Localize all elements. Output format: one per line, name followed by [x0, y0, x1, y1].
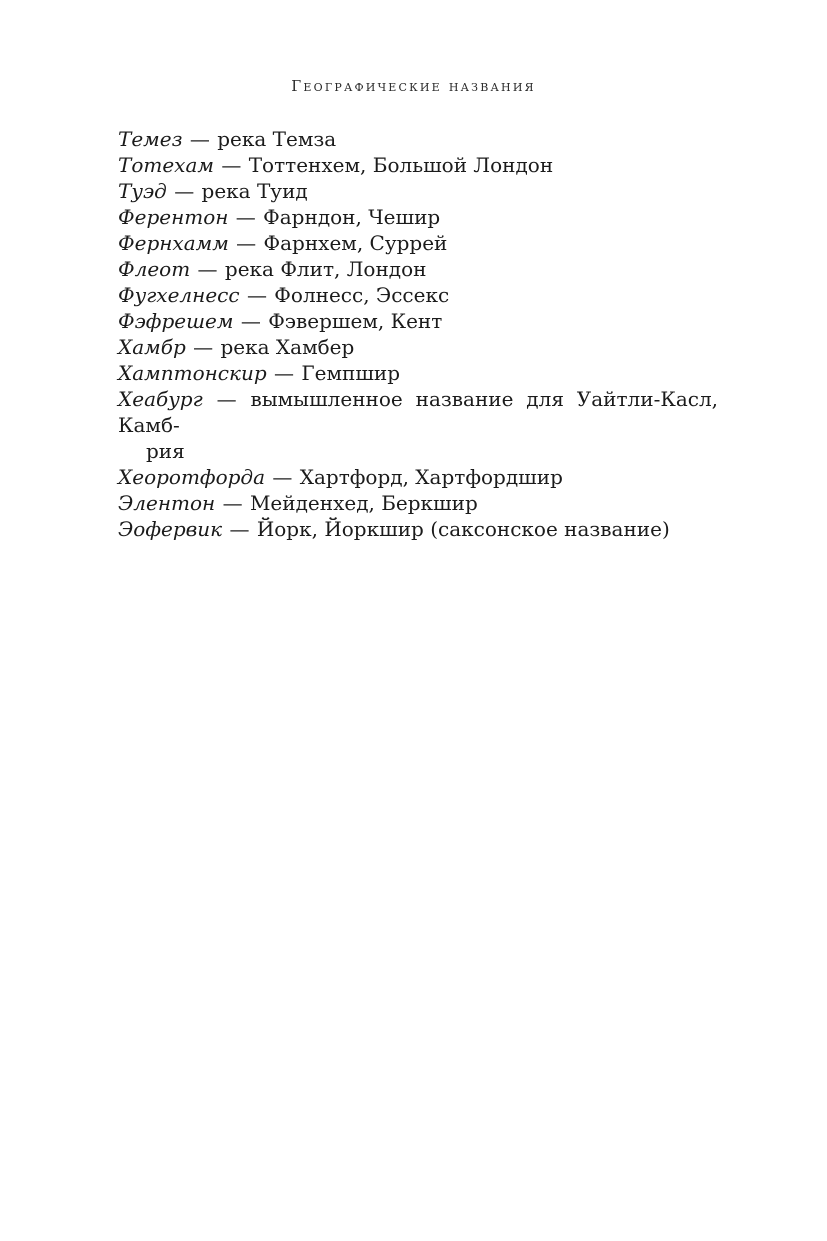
entry-definition: река Хамбер [220, 335, 355, 359]
entry-dash: — [274, 361, 294, 385]
entry-definition: Йорк, Йоркшир (саксонское название) [256, 517, 670, 541]
glossary-list [118, 126, 718, 542]
entry-definition: река Туид [201, 179, 308, 203]
glossary-entry [118, 282, 718, 308]
glossary-entry [118, 490, 718, 516]
entry-definition: Гемпшир [301, 361, 401, 385]
entry-term: Тотехам [118, 153, 214, 177]
running-head: Географические названия [291, 77, 536, 95]
glossary-entry [118, 386, 718, 464]
entry-definition: Мейденхед, Беркшир [249, 491, 478, 515]
entry-term: Элентон [118, 491, 216, 515]
entry-dash: — [235, 205, 256, 229]
glossary-entry [118, 464, 718, 490]
entry-term: Фернхамм [118, 231, 229, 255]
entry-dash: — [221, 153, 242, 177]
entry-term: Хамптонскир [118, 361, 267, 385]
entry-definition: Фэвершем, Кент [268, 309, 443, 333]
glossary-entry [118, 152, 718, 178]
entry-definition: Фарндон, Чешир [263, 205, 441, 229]
entry-definition: Фолнесс, Эссекс [274, 283, 450, 307]
entry-dash: — [216, 387, 237, 411]
glossary-entry [118, 308, 718, 334]
entry-term: Эофервик [118, 517, 223, 541]
glossary-entry [118, 178, 718, 204]
entry-dash: — [193, 335, 214, 359]
entry-term: Ферентон [118, 205, 229, 229]
glossary-entry [118, 230, 718, 256]
entry-definition: река Флит, Лондон [224, 257, 427, 281]
entry-term: Хеоротфорда [118, 465, 266, 489]
entry-definition: Тоттенхем, Большой Лондон [248, 153, 554, 177]
entry-term: Туэд [118, 179, 167, 203]
entry-dash: — [197, 257, 218, 281]
glossary-entry [118, 334, 718, 360]
glossary-entry [118, 256, 718, 282]
entry-definition: Хартфорд, Хартфордшир [299, 465, 563, 489]
entry-term: Флеот [118, 257, 191, 281]
entry-dash: — [222, 491, 243, 515]
glossary-entry [118, 360, 718, 386]
glossary-entry [118, 204, 718, 230]
entry-dash: — [229, 517, 250, 541]
entry-term: Хамбр [118, 335, 186, 359]
glossary-entry [118, 126, 718, 152]
entry-dash: — [240, 309, 261, 333]
entry-definition-continuation: рия [146, 439, 185, 463]
entry-term: Фэфрешем [118, 309, 234, 333]
entry-definition: река Темза [217, 127, 337, 151]
entry-dash: — [236, 231, 257, 255]
entry-term: Фугхелнесс [118, 283, 240, 307]
entry-dash: — [272, 465, 293, 489]
entry-dash: — [174, 179, 195, 203]
entry-term: Хеабург [118, 387, 203, 411]
entry-definition: Фарнхем, Суррей [263, 231, 448, 255]
entry-definition: вымышленное название для Уайтли-Касл, Камб- [118, 387, 719, 437]
entry-dash: — [189, 127, 210, 151]
entry-dash: — [246, 283, 267, 307]
entry-term: Темез [118, 127, 183, 151]
glossary-entry [118, 516, 718, 542]
